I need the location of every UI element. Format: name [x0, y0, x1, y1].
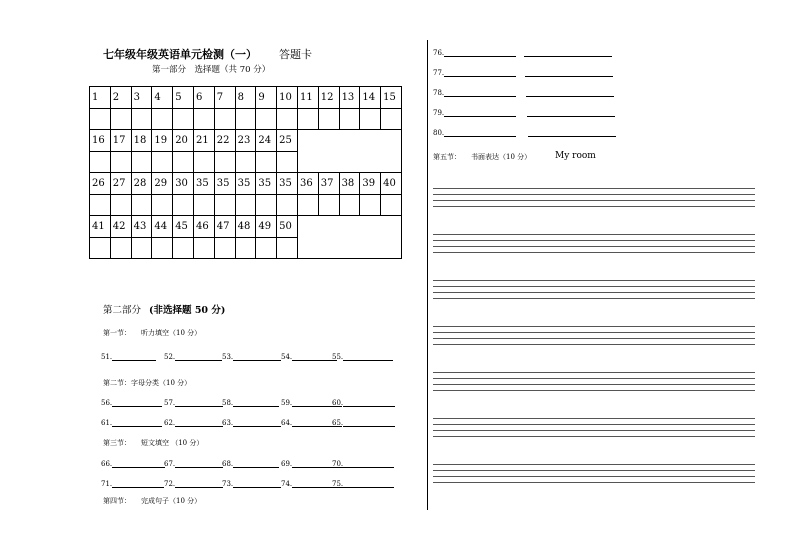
- question-number-cell: 16: [90, 130, 111, 152]
- question-number-cell: 4: [152, 87, 173, 109]
- section-label: 第三节：: [103, 439, 131, 447]
- answer-cell[interactable]: [256, 237, 277, 259]
- section-name: 短文填空 （10 分）: [141, 439, 204, 447]
- answer-cell[interactable]: [173, 194, 194, 216]
- question-number-cell: 15: [381, 87, 402, 109]
- answer-cell[interactable]: [193, 194, 214, 216]
- fill-blank[interactable]: [433, 128, 616, 137]
- question-number-cell: 19: [152, 130, 173, 152]
- question-number-cell: 35: [193, 173, 214, 195]
- blank-line[interactable]: [112, 459, 165, 468]
- question-number-cell: 6: [193, 87, 214, 109]
- question-number-cell: 26: [90, 173, 111, 195]
- blank-number: 72.: [164, 480, 176, 488]
- writing-line[interactable]: [433, 470, 755, 471]
- answer-cell[interactable]: [110, 151, 131, 173]
- answer-cell[interactable]: [235, 237, 256, 259]
- grid-number-row: [90, 130, 402, 152]
- fill-blank[interactable]: [164, 418, 223, 427]
- question-number-cell: 10: [277, 87, 298, 109]
- fill-blank[interactable]: [332, 352, 393, 361]
- answer-cell[interactable]: [110, 237, 131, 259]
- answer-cell[interactable]: [131, 194, 152, 216]
- answer-cell[interactable]: [193, 237, 214, 259]
- blank-number: 75.: [332, 480, 344, 488]
- question-number-cell: 29: [152, 173, 173, 195]
- blank-line[interactable]: [233, 398, 279, 407]
- fill-blank[interactable]: [281, 352, 337, 361]
- blank-number: 80.: [433, 129, 445, 137]
- answer-cell[interactable]: [277, 108, 298, 130]
- blank-number: 73.: [222, 480, 234, 488]
- blank-number: 59.: [281, 399, 293, 407]
- title-text: 七年级年级英语单元检测（一）: [103, 48, 257, 61]
- blank-number: 53.: [222, 353, 234, 361]
- blank-number: 51.: [101, 353, 113, 361]
- answer-cell[interactable]: [193, 108, 214, 130]
- question-number-cell: 39: [360, 173, 381, 195]
- question-number-cell: 42: [110, 216, 131, 238]
- question-number-cell: 9: [256, 87, 277, 109]
- section2-heading: [103, 378, 191, 388]
- writing-line[interactable]: [433, 200, 755, 201]
- answer-cell[interactable]: [152, 194, 173, 216]
- blank-number: 62.: [164, 419, 176, 427]
- writing-line[interactable]: [433, 194, 755, 195]
- blank-number: 71.: [101, 480, 113, 488]
- blank-line[interactable]: [444, 108, 516, 117]
- blank-line[interactable]: [233, 352, 281, 361]
- question-number-cell: 40: [381, 173, 402, 195]
- blank-line[interactable]: [175, 418, 223, 427]
- blank-number: 77.: [433, 69, 445, 77]
- answer-cell[interactable]: [110, 194, 131, 216]
- section-name: 书面表达（10 分）: [471, 153, 532, 161]
- writing-line[interactable]: [433, 206, 755, 207]
- blank-line[interactable]: [233, 418, 281, 427]
- question-number-cell: 50: [277, 216, 298, 238]
- question-number-cell: 5: [173, 87, 194, 109]
- fill-blank[interactable]: [222, 479, 281, 488]
- answer-cell[interactable]: [297, 108, 318, 130]
- writing-line[interactable]: [433, 234, 755, 235]
- question-number-cell: 2: [110, 87, 131, 109]
- question-number-cell: 28: [131, 173, 152, 195]
- question-number-cell: 35: [235, 173, 256, 195]
- blank-line[interactable]: [527, 108, 615, 117]
- fill-blank[interactable]: [433, 68, 613, 77]
- question-number-cell: 13: [339, 87, 360, 109]
- fill-blank[interactable]: [332, 398, 395, 407]
- answer-cell[interactable]: [173, 151, 194, 173]
- blank-line[interactable]: [175, 459, 223, 468]
- answer-cell[interactable]: [339, 194, 360, 216]
- section-name: 字母分类（10 分）: [131, 379, 192, 387]
- blank-line[interactable]: [343, 459, 394, 468]
- question-number-cell: 47: [214, 216, 235, 238]
- answer-cell[interactable]: [235, 194, 256, 216]
- blank-number: 68.: [222, 460, 234, 468]
- answer-cell[interactable]: [381, 108, 402, 130]
- question-number-cell: 11: [297, 87, 318, 109]
- answer-cell[interactable]: [152, 237, 173, 259]
- question-number-cell: 36: [297, 173, 318, 195]
- answer-cell[interactable]: [214, 194, 235, 216]
- answer-cell[interactable]: [131, 237, 152, 259]
- grid-number-row: [90, 87, 402, 109]
- fill-blank[interactable]: [222, 398, 279, 407]
- writing-line[interactable]: [433, 384, 755, 385]
- writing-line[interactable]: [433, 430, 755, 431]
- part1-heading: 第一部分 选择题（共 70 分）: [152, 65, 271, 75]
- answer-cell[interactable]: [131, 151, 152, 173]
- writing-line[interactable]: [433, 188, 755, 189]
- part2-heading: [103, 302, 225, 316]
- section4-heading: [103, 496, 201, 506]
- column-divider: [427, 40, 428, 510]
- writing-line[interactable]: [433, 326, 755, 327]
- section-label: 第四节：: [103, 497, 131, 505]
- blank-number: 66.: [101, 460, 113, 468]
- section-label: 第一节：: [103, 329, 131, 337]
- question-number-cell: 37: [318, 173, 339, 195]
- question-number-cell: 44: [152, 216, 173, 238]
- answer-cell[interactable]: [152, 151, 173, 173]
- blank-line[interactable]: [112, 352, 156, 361]
- blank-line[interactable]: [343, 352, 393, 361]
- blank-line[interactable]: [343, 418, 395, 427]
- answer-cell[interactable]: [90, 108, 111, 130]
- section-label: 第二节：: [103, 379, 131, 387]
- fill-blank[interactable]: [101, 418, 162, 427]
- blank-line[interactable]: [112, 479, 164, 488]
- answer-cell[interactable]: [318, 108, 339, 130]
- answer-cell[interactable]: [131, 108, 152, 130]
- answer-cell[interactable]: [193, 151, 214, 173]
- answer-cell[interactable]: [90, 194, 111, 216]
- blank-line[interactable]: [175, 352, 222, 361]
- answer-cell[interactable]: [256, 108, 277, 130]
- question-number-cell: 49: [256, 216, 277, 238]
- fill-blank[interactable]: [222, 459, 279, 468]
- blank-number: 78.: [433, 89, 445, 97]
- blank-number: 58.: [222, 399, 234, 407]
- answer-cell[interactable]: [152, 108, 173, 130]
- part2-subtitle: (非选择题 50 分): [149, 305, 226, 316]
- blank-line[interactable]: [343, 398, 395, 407]
- writing-line[interactable]: [433, 280, 755, 281]
- question-number-cell: 45: [173, 216, 194, 238]
- blank-number: 74.: [281, 480, 293, 488]
- fill-blank[interactable]: [101, 479, 164, 488]
- fill-blank[interactable]: [433, 88, 614, 97]
- answer-cell[interactable]: [297, 194, 318, 216]
- answer-cell[interactable]: [339, 108, 360, 130]
- question-number-cell: 3: [131, 87, 152, 109]
- grid-answer-row: [90, 194, 402, 216]
- blank-line[interactable]: [524, 48, 612, 57]
- fill-blank[interactable]: [164, 479, 223, 488]
- blank-number: 52.: [164, 353, 176, 361]
- answer-cell[interactable]: [256, 194, 277, 216]
- question-number-cell: 14: [360, 87, 381, 109]
- question-number-cell: 43: [131, 216, 152, 238]
- grid-number-row: [90, 216, 402, 238]
- question-number-cell: 30: [173, 173, 194, 195]
- blank-number: 65.: [332, 419, 344, 427]
- question-number-cell: 48: [235, 216, 256, 238]
- question-number-cell: 41: [90, 216, 111, 238]
- answer-cell[interactable]: [277, 151, 298, 173]
- answer-cell[interactable]: [360, 108, 381, 130]
- blank-number: 63.: [222, 419, 234, 427]
- blank-line[interactable]: [233, 459, 279, 468]
- question-number-cell: 35: [214, 173, 235, 195]
- blank-line[interactable]: [112, 418, 162, 427]
- question-number-cell: 1: [90, 87, 111, 109]
- question-number-cell: 7: [214, 87, 235, 109]
- question-number-cell: 22: [214, 130, 235, 152]
- question-number-cell: 20: [173, 130, 194, 152]
- question-number-cell: 46: [193, 216, 214, 238]
- fill-blank[interactable]: [101, 459, 165, 468]
- answer-cell[interactable]: [381, 194, 402, 216]
- question-number-cell: 24: [256, 130, 277, 152]
- blank-number: 61.: [101, 419, 113, 427]
- blank-line[interactable]: [526, 88, 614, 97]
- empty-cell: [297, 216, 401, 259]
- blank-number: 70.: [332, 460, 344, 468]
- question-number-cell: 21: [193, 130, 214, 152]
- fill-blank[interactable]: [222, 418, 281, 427]
- writing-line[interactable]: [433, 476, 755, 477]
- writing-line[interactable]: [433, 436, 755, 437]
- fill-blank[interactable]: [164, 352, 222, 361]
- blank-number: 79.: [433, 109, 445, 117]
- blank-line[interactable]: [175, 398, 223, 407]
- blank-number: 60.: [332, 399, 344, 407]
- answer-grid: [89, 86, 402, 259]
- answer-cell[interactable]: [110, 108, 131, 130]
- section-label: 第五节：: [433, 153, 461, 161]
- answer-cell[interactable]: [214, 151, 235, 173]
- question-number-cell: 35: [256, 173, 277, 195]
- writing-line[interactable]: [433, 390, 755, 391]
- writing-line[interactable]: [433, 286, 755, 287]
- answer-cell[interactable]: [173, 237, 194, 259]
- answer-cell[interactable]: [173, 108, 194, 130]
- question-number-cell: 17: [110, 130, 131, 152]
- blank-line[interactable]: [444, 48, 516, 57]
- fill-blank[interactable]: [164, 398, 223, 407]
- section5-heading: [433, 152, 531, 162]
- fill-blank[interactable]: [433, 48, 612, 57]
- blank-line[interactable]: [525, 68, 613, 77]
- writing-line[interactable]: [433, 240, 755, 241]
- fill-blank[interactable]: [222, 352, 281, 361]
- question-number-cell: 18: [131, 130, 152, 152]
- answer-cell[interactable]: [214, 237, 235, 259]
- writing-line[interactable]: [433, 424, 755, 425]
- fill-blank[interactable]: [332, 459, 394, 468]
- section3-heading: [103, 438, 203, 448]
- blank-number: 67.: [164, 460, 176, 468]
- composition-title: My room: [555, 151, 596, 161]
- fill-blank[interactable]: [101, 352, 156, 361]
- writing-line[interactable]: [433, 418, 755, 419]
- question-number-cell: 38: [339, 173, 360, 195]
- blank-line[interactable]: [175, 479, 223, 488]
- grid-number-row: [90, 173, 402, 195]
- empty-cell: [297, 130, 401, 173]
- writing-line[interactable]: [433, 372, 755, 373]
- blank-number: 57.: [164, 399, 176, 407]
- writing-line[interactable]: [433, 378, 755, 379]
- part2-label: 第二部分: [103, 305, 142, 316]
- answer-card-label: 答题卡: [279, 48, 312, 61]
- answer-cell[interactable]: [214, 108, 235, 130]
- answer-cell[interactable]: [318, 194, 339, 216]
- grid-answer-row: [90, 108, 402, 130]
- answer-cell[interactable]: [360, 194, 381, 216]
- blank-number: 76.: [433, 49, 445, 57]
- writing-line[interactable]: [433, 252, 755, 253]
- blank-line[interactable]: [528, 128, 616, 137]
- writing-line[interactable]: [433, 298, 755, 299]
- writing-line[interactable]: [433, 338, 755, 339]
- page-title: [103, 46, 312, 62]
- fill-blank[interactable]: [101, 398, 162, 407]
- blank-line[interactable]: [444, 88, 516, 97]
- answer-cell[interactable]: [235, 151, 256, 173]
- question-number-cell: 27: [110, 173, 131, 195]
- answer-cell[interactable]: [256, 151, 277, 173]
- blank-line[interactable]: [292, 352, 337, 361]
- blank-line[interactable]: [444, 68, 516, 77]
- writing-line[interactable]: [433, 246, 755, 247]
- section-name: 完成句子（10 分）: [141, 497, 202, 505]
- writing-line[interactable]: [433, 482, 755, 483]
- question-number-cell: 35: [277, 173, 298, 195]
- fill-blank[interactable]: [332, 418, 395, 427]
- fill-blank[interactable]: [332, 479, 394, 488]
- fill-blank[interactable]: [164, 459, 223, 468]
- fill-blank[interactable]: [433, 108, 615, 117]
- answer-cell[interactable]: [235, 108, 256, 130]
- question-number-cell: 8: [235, 87, 256, 109]
- answer-cell[interactable]: [90, 237, 111, 259]
- blank-line[interactable]: [343, 479, 394, 488]
- blank-number: 69.: [281, 460, 293, 468]
- answer-cell[interactable]: [90, 151, 111, 173]
- blank-number: 55.: [332, 353, 344, 361]
- question-number-cell: 23: [235, 130, 256, 152]
- blank-number: 54.: [281, 353, 293, 361]
- question-number-cell: 25: [277, 130, 298, 152]
- answer-cell[interactable]: [277, 194, 298, 216]
- section1-heading: [103, 328, 201, 338]
- blank-line[interactable]: [233, 479, 281, 488]
- writing-line[interactable]: [433, 464, 755, 465]
- question-number-cell: 12: [318, 87, 339, 109]
- writing-line[interactable]: [433, 292, 755, 293]
- blank-line[interactable]: [444, 128, 516, 137]
- blank-line[interactable]: [112, 398, 162, 407]
- writing-line[interactable]: [433, 332, 755, 333]
- blank-number: 64.: [281, 419, 293, 427]
- section-name: 听力填空（10 分）: [141, 329, 202, 337]
- blank-number: 56.: [101, 399, 113, 407]
- answer-cell[interactable]: [277, 237, 298, 259]
- writing-line[interactable]: [433, 344, 755, 345]
